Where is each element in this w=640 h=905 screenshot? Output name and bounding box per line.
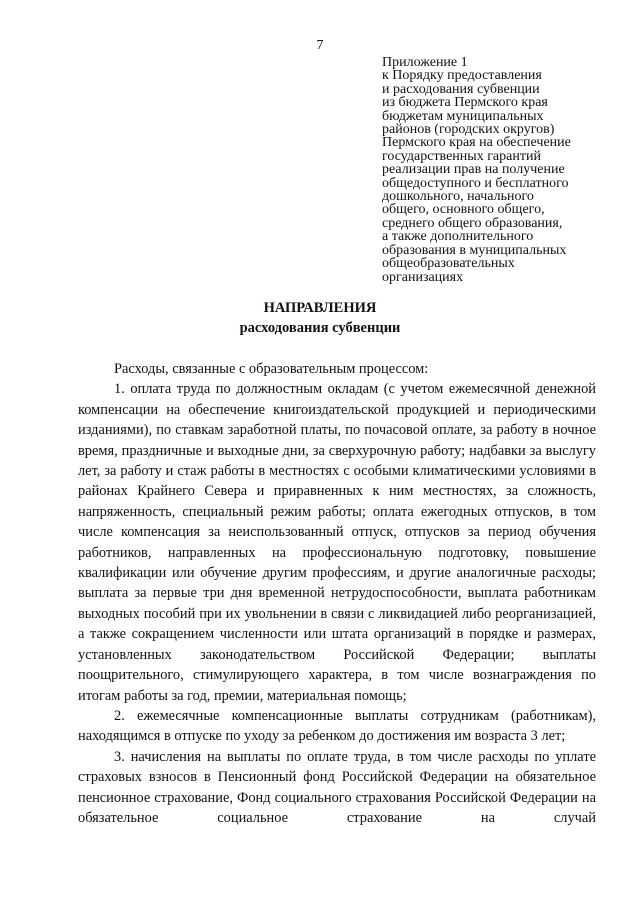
appendix-line: общедоступного и бесплатного	[382, 175, 569, 191]
paragraph-intro: Расходы, связанные с образовательным процессом:	[114, 361, 429, 377]
appendix-line: и расходования субвенции	[382, 81, 540, 97]
appendix-line: государственных гарантий	[382, 148, 541, 164]
appendix-line: общего, основного общего,	[382, 202, 545, 218]
appendix-line: общеобразовательных	[382, 256, 515, 272]
appendix-line: организациях	[382, 269, 464, 285]
appendix-line: к Порядку предоставления	[382, 68, 542, 84]
appendix-header	[382, 56, 612, 284]
title-subheading: расходования субвенции	[239, 320, 401, 336]
appendix-line: бюджетам муниципальных	[382, 108, 544, 124]
paragraph-item-3: 3. начисления на выплаты по оплате труда, в том числе расходы по уплате страховых взносов в Пенсионный фонд Российской Федерации на обязательное пенсионное страхование, Фонд социального страхования Российской Федерации на обязательное социальное страхование на случай	[78, 748, 596, 826]
paragraph-item-1: 1. оплата труда по должностным окладам (с учетом ежемесячной денежной компенсации на обеспечение книгоиздательской продукцией и периодическими изданиями), по ставкам заработной платы, по почасовой оплате, за работу в ночное время, праздничные и выходные дни, за сверхурочную работу; надбавки за выслугу лет, за работу и стаж работы в местностях с особыми климатическими условиями в районах Крайнего Севера и приравненных к ним местностях, за сложность, напряженность, специальный режим работы; оплата ежегодных отпусков, в том числе компенсация за неиспользованный отпуск, отпусков за период обучения работников, направленных на профессиональную подготовку, повышение квалификации или обучение другим профессиям, и другие аналогичные расходы; выплата за первые три дня временной нетрудоспособности, выплата работникам выходных пособий при их увольнении в связи с ликвидацией либо реорганизацией, а также сокращением численности или штата организаций в порядке и размерах, установленных законодательством Российской Федерации; выплаты поощрительного, стимулирующего характера, в том числе вознаграждения по итогам работы за год, премии, материальная помощь;	[78, 381, 596, 704]
appendix-line: из бюджета Пермского края	[382, 95, 548, 111]
appendix-line: реализации прав на получение	[382, 162, 565, 178]
title-heading: НАПРАВЛЕНИЯ	[263, 300, 377, 316]
appendix-line: среднего общего образования,	[382, 215, 563, 231]
page-number: 7	[316, 38, 324, 53]
appendix-line: дошкольного, начального	[382, 189, 534, 205]
appendix-line: районов (городских округов)	[382, 122, 555, 138]
document-title	[0, 298, 640, 338]
paragraph-item-2: 2. ежемесячные компенсационные выплаты сотрудникам (работникам), находящимся в отпуске по уходу за ребенком до достижения им возраста 3 лет;	[78, 707, 596, 745]
appendix-line: Приложение 1	[382, 55, 468, 70]
appendix-line: а также дополнительного	[382, 229, 534, 245]
appendix-line: образования в муниципальных	[382, 242, 567, 258]
document-body	[78, 359, 596, 828]
appendix-line: Пермского края на обеспечение	[382, 135, 571, 151]
